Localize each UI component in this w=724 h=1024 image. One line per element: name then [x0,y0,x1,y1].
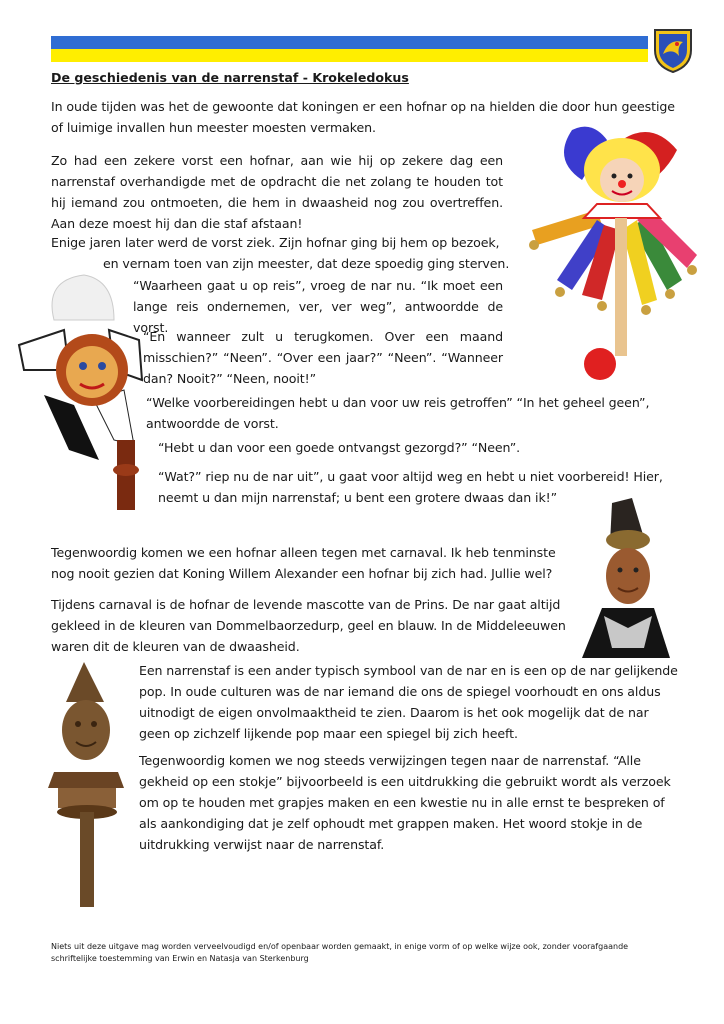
paragraph-vorst-ziek-1: Enige jaren later werd de vorst ziek. Zijn hofnar ging bij hem op bezoek, [51,235,500,250]
header-band-blue [51,36,648,49]
paragraph-intro: In oude tijden was het de gewoonte dat koningen er een hofnar op na hielden die door hun geestige of luimige invallen hun meester moesten vermaken. [51,99,675,135]
paragraph-mascotte: Tijdens carnaval is de hofnar de levende mascotte van de Prins. De nar gaat altijd gekleed in de kleuren van Dommelbaorzedurp, geel en blauw. In de Middeleeuwen waren dit de kleuren van de dwaasheid. [51,597,566,654]
copyright-footer: Niets uit deze uitgave mag worden verveelvoudigd en/of openbaar worden gemaakt, in enige vorm of op welke wijze ook, zonder voorafgaande schriftelijke toestemming van Erwin en Natasja van Sterkenburg [51,942,629,963]
club-shield-logo [653,26,693,74]
paragraph-vorst-hofnar: Zo had een zekere vorst een hofnar, aan wie hij op zekere dag een narrenstaf overhandigde met de opdracht die net zolang te houden tot hij iemand zou ontmoeten, die hem in dwaasheid nog zou overtreffen. Aan deze moest hij dan die staf afstaan! [51,153,503,231]
paragraph-symbool: Een narrenstaf is een ander typisch symbool van de nar en is een op de nar gelijkende pop. In oude culturen was de nar iemand die ons de spiegel voorhoudt en ons aldus uitnodigt de eigen onvolmaaktheid te zien. Daarom is het ook mogelijk dat de nar geen op zichzelf lijkende pop maar een spiegel bij zich heeft. [139,663,678,741]
quote-voorbereidingen: “Welke voorbereidingen hebt u dan voor uw reis getroffen” “In het geheel geen”, antwoordde de vorst. [146,395,650,431]
jester-head-image [14,270,154,515]
quote-narrenstaf: “Wat?” riep nu de nar uit”, u gaat voor altijd weg en hebt u niet voorbereid! Hier, neemt u dan mijn narrenstaf; u bent een grotere dwaas dan ik!” [158,469,663,505]
paragraph-vorst-ziek-2: en vernam toen van zijn meester, dat deze spoedig ging sterven. [103,256,510,271]
wooden-jester-staff-image [44,662,134,912]
jester-bust-image [582,498,670,666]
page-title: De geschiedenis van de narrenstaf - Krokeledokus [51,70,409,85]
quote-wanneer: “En wanneer zult u terugkomen. Over een maand misschien?” “Neen”. “Over een jaar?” “Neen”. “Wanneer dan? Nooit?” “Neen, nooit!” [143,329,503,386]
paragraph-verwijzingen: Tegenwoordig komen we nog steeds verwijzingen tegen naar de narrenstaf. “Alle gekheid op een stokje” bijvoorbeeld is een uitdrukking die gebruikt wordt als verzoek om op te houden met grapjes maken en een kwestie nu in alle ernst te bespreken of als aankondiging dat je zelf ophoudt met grappen maken. Het woord stokje in de uitdrukking verwijst naar de narrenstaf. [139,753,671,852]
quote-ontvangst: “Hebt u dan voor een goede ontvangst gezorgd?” “Neen”. [158,440,521,455]
jester-stick-image [512,120,702,385]
header-band-yellow [51,49,648,62]
quote-waarheen: “Waarheen gaat u op reis”, vroeg de nar nu. “Ik moet een lange reis ondernemen, ver, ver weg”, antwoordde de vorst. [133,278,503,335]
paragraph-carnaval: Tegenwoordig komen we een hofnar alleen tegen met carnaval. Ik heb tenminste nog nooit gezien dat Koning Willem Alexander een hofnar bij zich had. Jullie wel? [51,545,556,581]
